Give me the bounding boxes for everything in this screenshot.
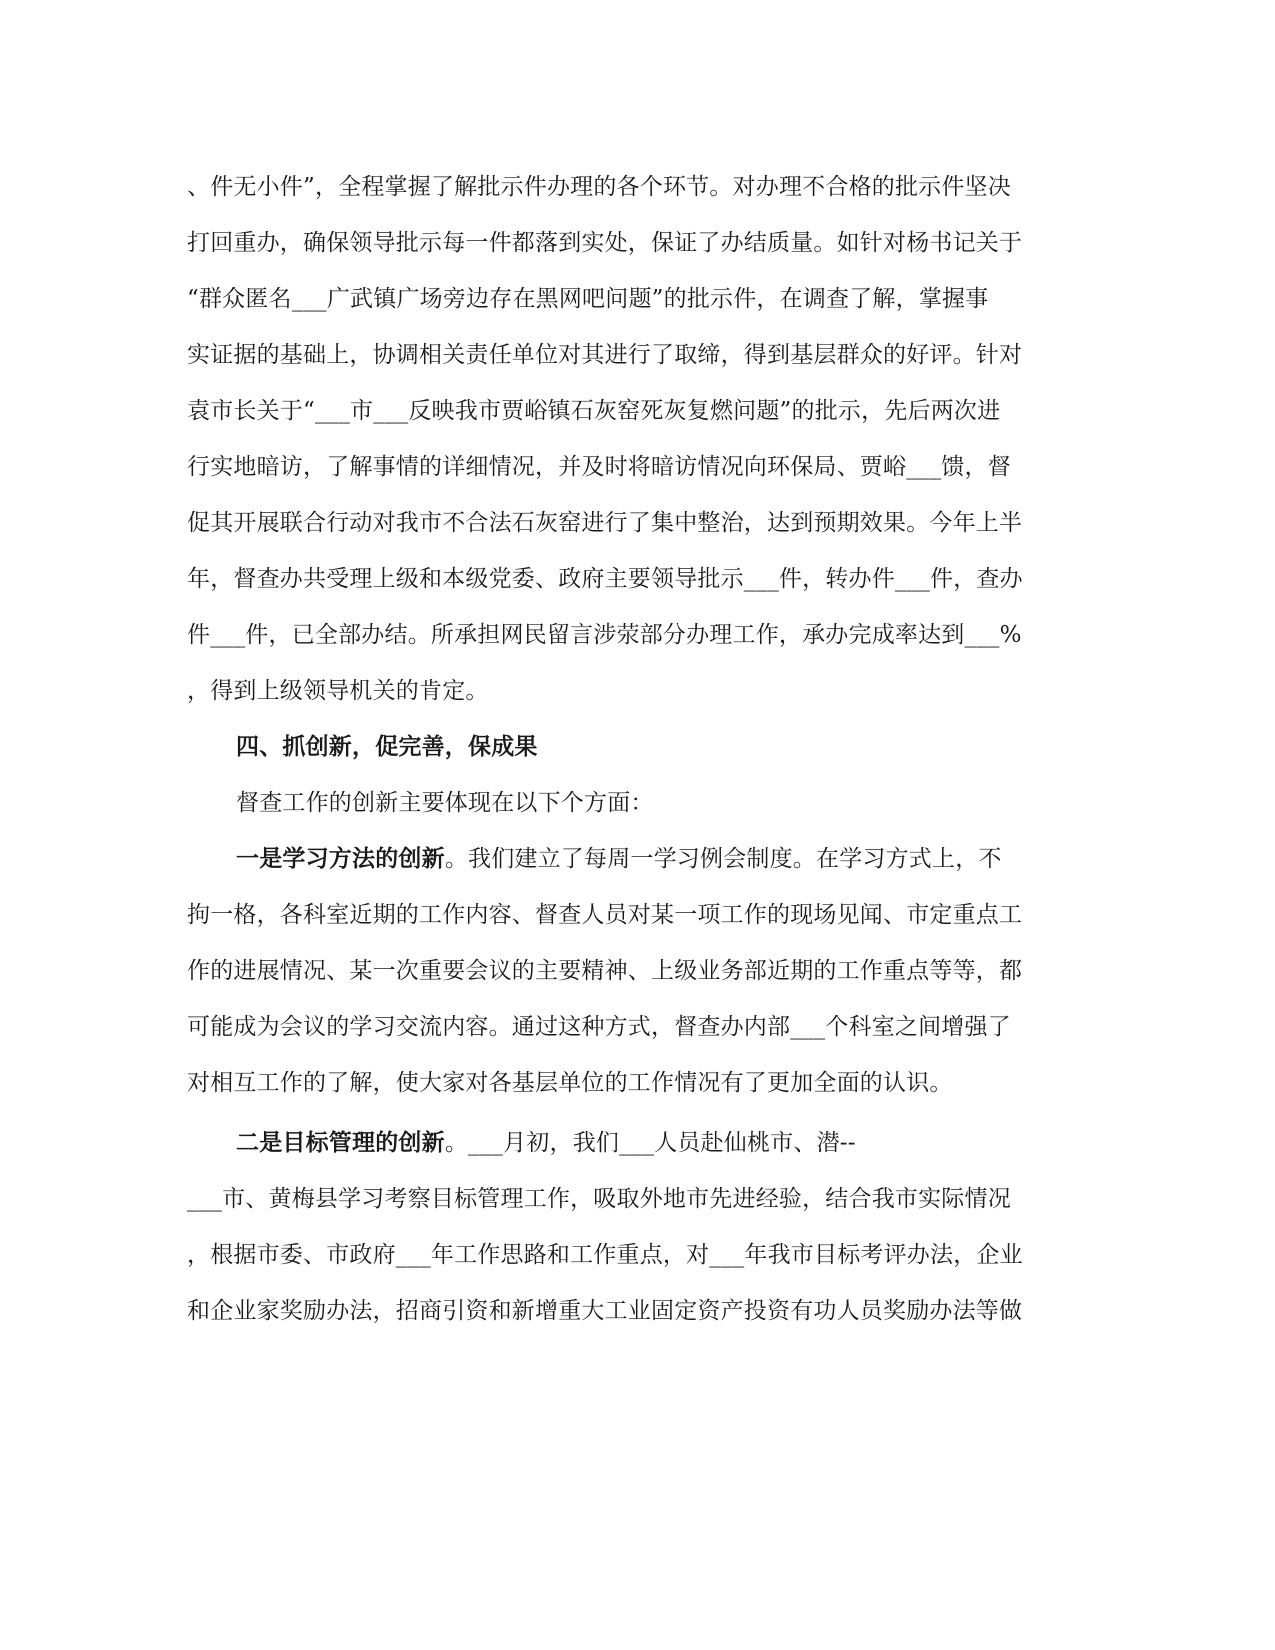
body-text-line: 袁市长关于“___市___反映我市贾峪镇石灰窑死灰复燃问题”的批示，先后两次进 <box>187 398 1001 424</box>
body-text-line: 年，督查办共受理上级和本级党委、政府主要领导批示___件，转办件___件，查办 <box>187 566 1023 592</box>
item-1-first-line <box>236 844 1002 874</box>
item-2-text: 。___月初，我们___人员赴仙桃市、潜-- <box>444 1130 856 1156</box>
body-text-line: 作的进展情况、某一次重要会议的主要精神、上级业务部近期的工作重点等等，都 <box>187 958 1023 984</box>
item-1-text: 。我们建立了每周一学习例会制度。在学习方式上，不 <box>444 846 1002 872</box>
body-text-line: 拘一格，各科室近期的工作内容、督查人员对某一项工作的现场见闻、市定重点工 <box>187 902 1023 928</box>
body-text-line: 和企业家奖励办法，招商引资和新增重大工业固定资产投资有功人员奖励办法等做 <box>187 1298 1023 1324</box>
body-text-line: ___市、黄梅县学习考察目标管理工作，吸取外地市先进经验，结合我市实际情况 <box>187 1186 1011 1212</box>
body-text-line: 件___件，已全部办结。所承担网民留言涉荥部分办理工作，承办完成率达到___% <box>187 622 1022 648</box>
item-2-title: 二是目标管理的创新 <box>236 1130 445 1156</box>
body-text-line: 实证据的基础上，协调相关责任单位对其进行了取缔，得到基层群众的好评。针对 <box>187 342 1023 368</box>
item-1-title: 一是学习方法的创新 <box>236 846 445 872</box>
section-heading: 四、抓创新，促完善，保成果 <box>236 734 538 760</box>
body-text-line: 行实地暗访，了解事情的详细情况，并及时将暗访情况向环保局、贾峪___馈，督 <box>187 454 1011 480</box>
body-text-line: 可能成为会议的学习交流内容。通过这种方式，督查办内部___个科室之间增强了 <box>187 1014 1011 1040</box>
body-text-line: 打回重办，确保领导批示每一件都落到实处，保证了办结质量。如针对杨书记关于 <box>187 230 1023 256</box>
section-intro: 督查工作的创新主要体现在以下个方面： <box>236 790 654 816</box>
item-2-first-line <box>236 1128 856 1158</box>
body-text-line: ，根据市委、市政府___年工作思路和工作重点，对___年我市目标考评办法，企业 <box>187 1242 1023 1268</box>
body-text-line: 对相互工作的了解，使大家对各基层单位的工作情况有了更加全面的认识。 <box>187 1070 953 1096</box>
body-text-line: 促其开展联合行动对我市不合法石灰窑进行了集中整治，达到预期效果。今年上半 <box>187 510 1023 536</box>
body-text-line: ，得到上级领导机关的肯定。 <box>187 678 489 704</box>
body-text-line: 、件无小件”，全程掌握了解批示件办理的各个环节。对办理不合格的批示件坚决 <box>187 174 1011 200</box>
body-text-line: “群众匿名___广武镇广场旁边存在黑网吧问题”的批示件，在调查了解，掌握事 <box>187 286 989 312</box>
